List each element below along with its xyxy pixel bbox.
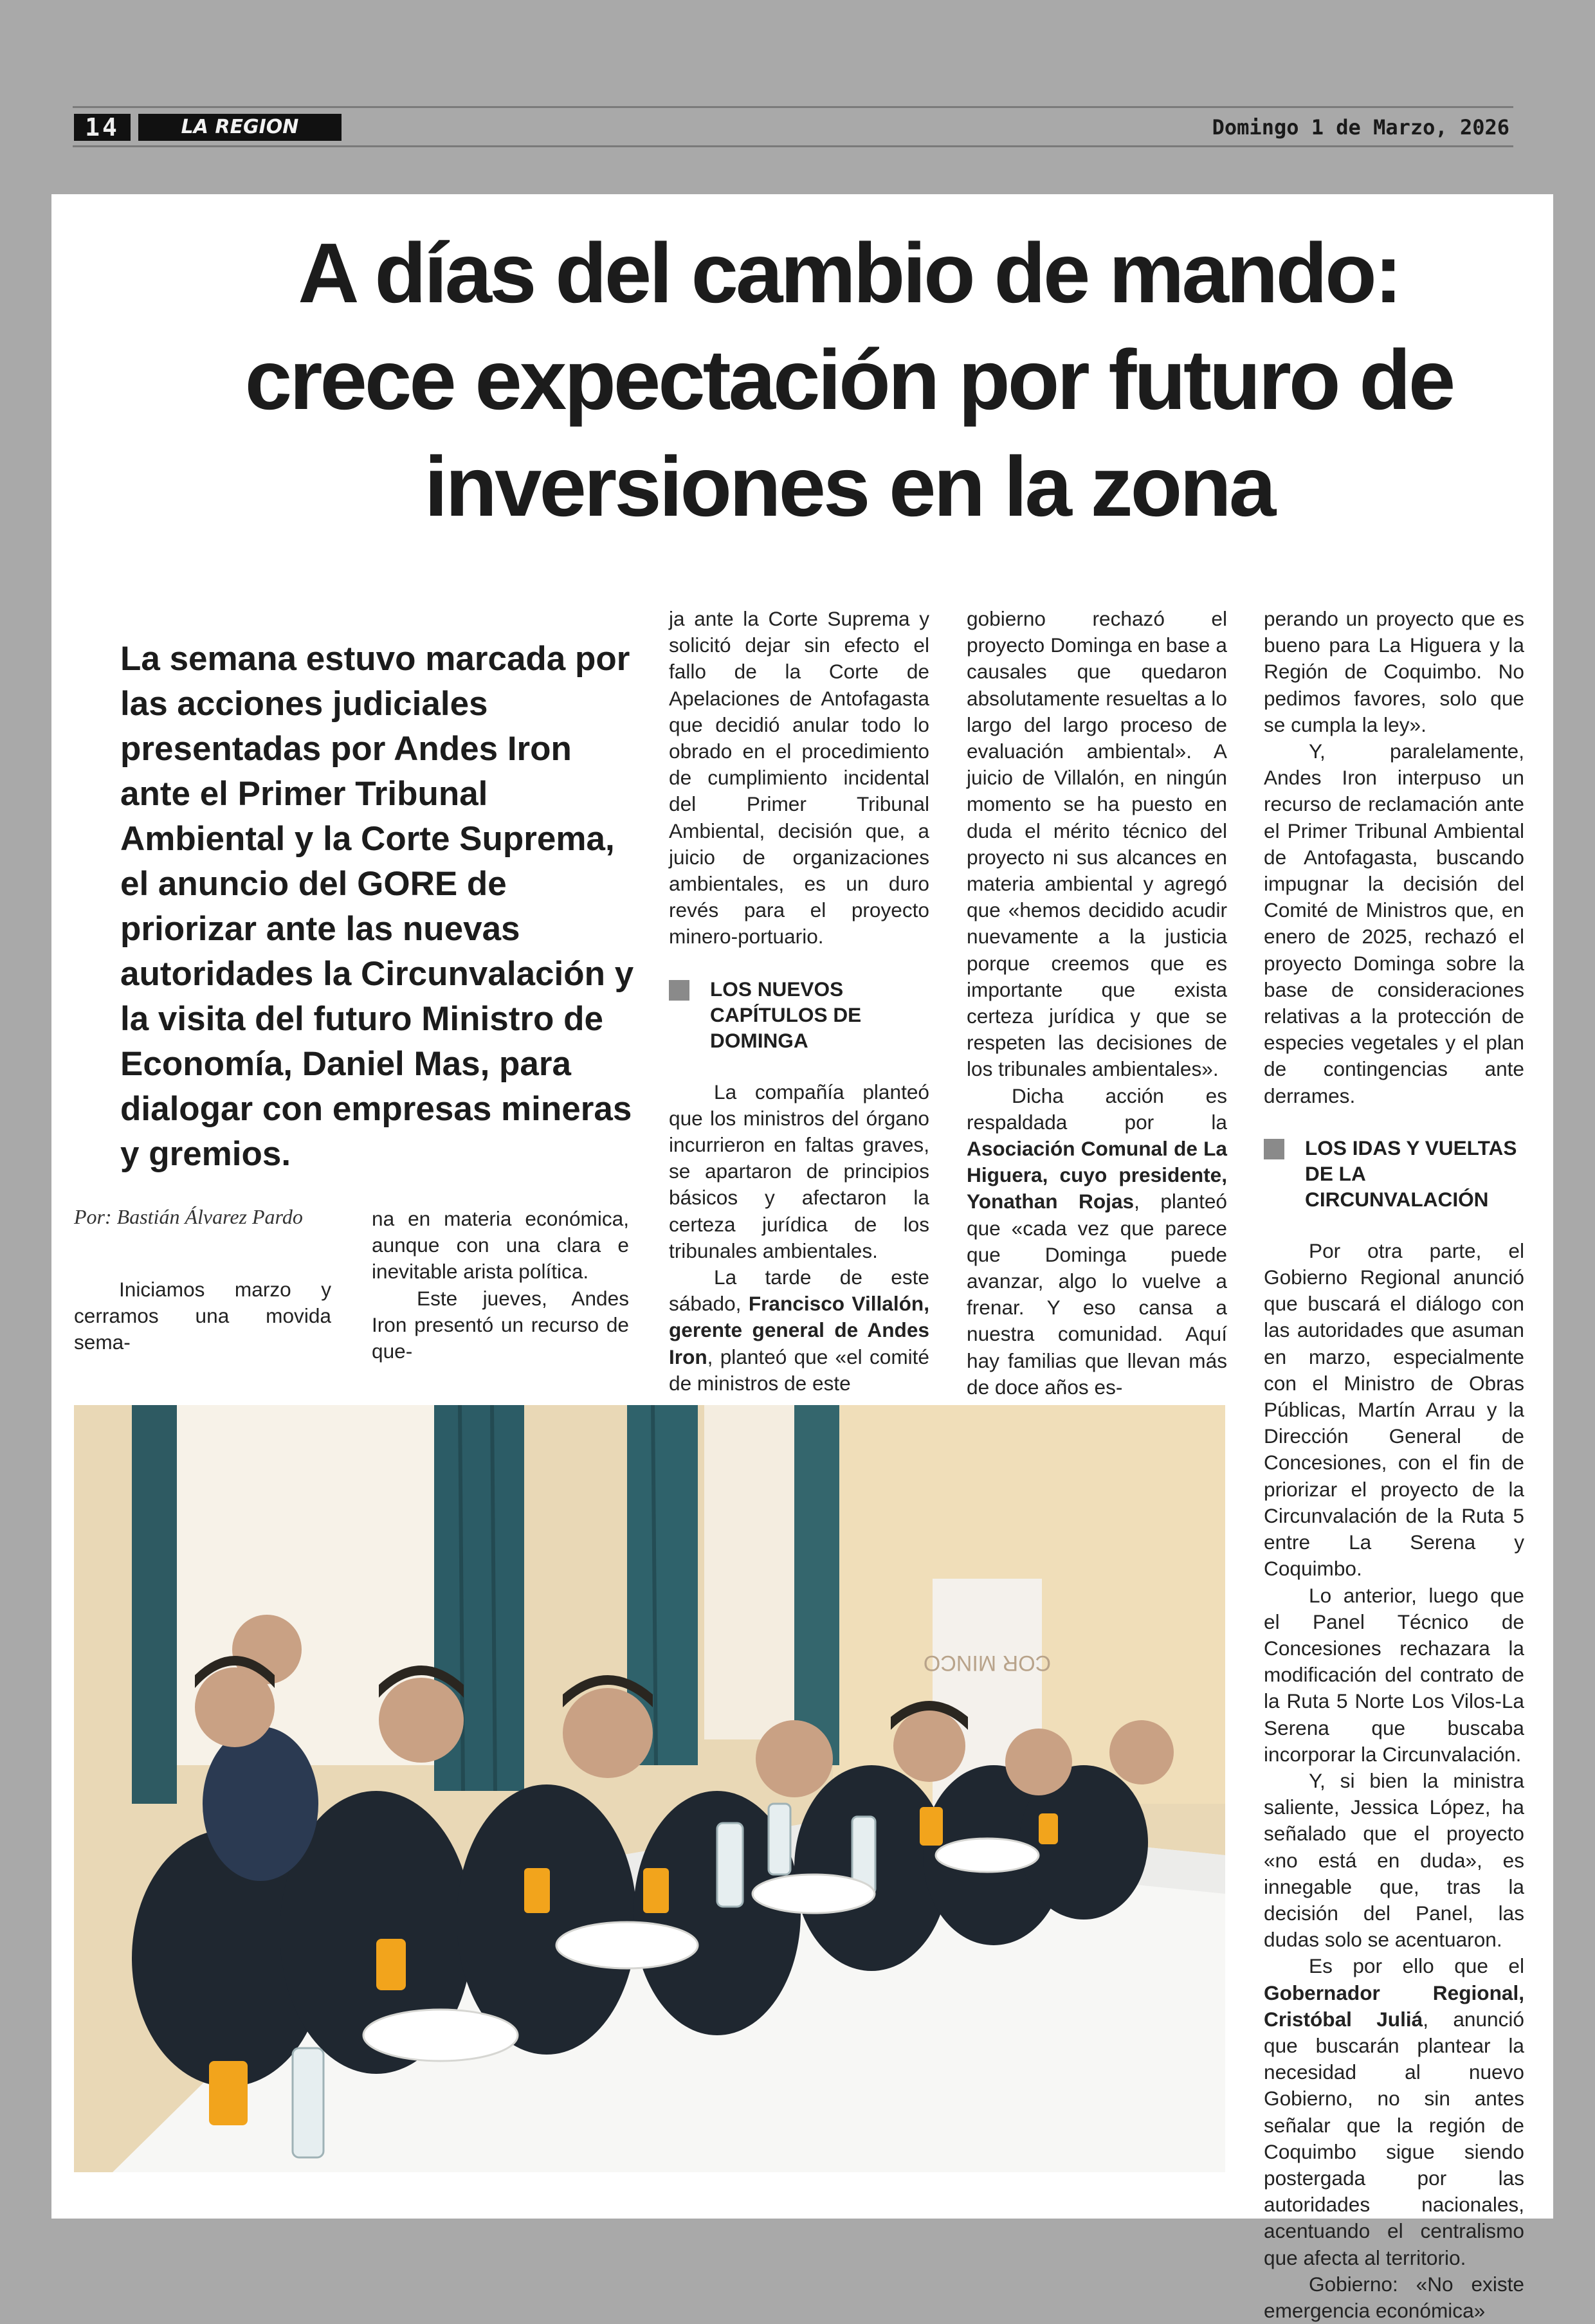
header-rule-top — [73, 106, 1513, 108]
paragraph — [669, 1264, 929, 1397]
newspaper-masthead: LA REGION — [138, 114, 342, 141]
text-column-5 — [1264, 606, 1524, 2324]
bold-text-run: Asociación Comunal de La Higuera, cuyo presidente, Yonathan Rojas — [967, 1137, 1227, 1213]
page-header — [73, 106, 1513, 147]
paragraph — [1264, 1953, 1524, 2271]
paragraph — [967, 1083, 1227, 1401]
subhead-text: LOS IDAS Y VUELTAS DE LA CIRCUNVALACIÓN — [1305, 1136, 1517, 1211]
paragraph: gobierno rechazó el proyecto Dominga en base a causales que quedaron absolutamente resueltas a lo largo del largo proceso de evaluación ambiental». A juicio de Villalón, en ningún momento se ha puesto en duda el mérito técnico del proyecto ni sus alcances en materia ambiental y agregó que «hemos decidido acudir nuevamente a la justicia porque creemos que es importante que exista certeza jurídica y que se respeten las decisiones de los tribunales ambientales». — [967, 607, 1227, 1081]
square-bullet-icon — [1264, 1139, 1284, 1159]
paragraph: Gobierno: «No existe emergencia económica» — [1264, 2272, 1524, 2322]
text-column-2 — [372, 1206, 629, 1365]
page-number: 14 — [74, 114, 131, 141]
paragraph: Y, si bien la ministra saliente, Jessica López, ha señalado que el proyecto «no está en duda», es innegable que, tras la decisión del Panel, las dudas solo se acentuaron. — [1264, 1768, 1524, 1952]
bold-text-run: Gobernador Regional, Cristóbal Juliá — [1264, 1981, 1524, 2031]
text-column-1 — [74, 1276, 331, 1356]
section-subhead — [669, 976, 929, 1053]
text-run: La tarde de este sábado, — [669, 1266, 929, 1316]
paragraph: Por otra parte, el Gobierno Regional anunció que buscará el diálogo con las autoridades que asuman en marzo, especialmente con el Ministro de Obras Públicas, Martín Arrau y la Dirección General de Concesiones, con el fin de priorizar el proyecto de la Circunvalación de la Ruta 5 entre La Serena y Coquimbo. — [1264, 1239, 1524, 1581]
text-run: , planteó que «el comité de ministros de este — [669, 1345, 929, 1395]
text-run: Dicha acción es respaldada por la — [967, 1084, 1227, 1134]
subhead-text: LOS NUEVOS CAPÍTULOS DE DOMINGA — [710, 977, 862, 1052]
text-column-4 — [967, 606, 1227, 1401]
text-run: , anunció que buscarán plantear la necesidad al nuevo Gobierno, no sin antes señalar que la región de Coquimbo sigue siendo postergada por las autoridades nacionales, acentuando el centralismo que afecta al territorio. — [1264, 2007, 1524, 2269]
paragraph: ja ante la Corte Suprema y solicitó dejar sin efecto el fallo de la Corte de Apelaciones de Antofagasta que decidió anular todo lo obrado en el procedimiento de cumplimiento incidental del Primer Tribunal Ambiental, decisión que, a juicio de organizaciones ambientales, es un duro revés para el proyecto minero-portuario. — [669, 607, 929, 949]
paragraph: La compañía planteó que los ministros del órgano incurrieron en faltas graves, se apartaron de principios básicos y afectaron la certeza jurídica de los tribunales ambientales. — [669, 1080, 929, 1262]
paragraph: Lo anterior, luego que el Panel Técnico de Concesiones rechazara la modificación del contrato de la Ruta 5 Norte Los Vilos-La Serena que buscaba incorporar la Circunvalación. — [1264, 1583, 1524, 1766]
banner-text — [924, 1651, 1051, 1675]
paragraph: Y, paralelamente, Andes Iron interpuso un recurso de reclamación ante el Primer Tribunal Ambiental de Antofagasta, buscando impugnar la decisión del Comité de Ministros que, en enero de 2025, rechazó el proyecto Dominga sobre la base de consideraciones relativas a la protección de especies vegetales y el plan de contingencias ante derrames. — [1264, 740, 1524, 1107]
text-run: Es por ello que el — [1309, 1954, 1524, 1978]
article-lead: La semana estuvo marcada por las acciones judiciales presentadas por Andes Iron ante el Primer Tribunal Ambiental y la Corte Suprema, el anuncio del GORE de priorizar ante las nuevas autoridades la Circunvalación y la visita del futuro Ministro de Economía, Daniel Mas, para dialogar con empresas mineras y gremios. — [120, 640, 634, 1173]
article-headline: A días del cambio de mando: crece expectación por futuro de inversiones en la zona — [244, 226, 1454, 534]
text-run: , planteó que «cada vez que parece que Dominga puede avanzar, algo lo vuelve a frenar. Y eso cansa a nuestra comunidad. Aquí hay familias que llevan más de doce años es- — [967, 1190, 1227, 1399]
paragraph: Este jueves, Andes Iron presentó un recurso de que- — [372, 1286, 629, 1363]
issue-date: Domingo 1 de Marzo, 2026 — [1212, 115, 1509, 140]
square-bullet-icon — [669, 980, 689, 1001]
article-byline: Por: Bastián Álvarez Pardo — [74, 1205, 303, 1228]
header-rule-bottom — [73, 145, 1513, 147]
section-subhead — [1264, 1135, 1524, 1212]
paragraph: perando un proyecto que es bueno para La Higuera y la Región de Coquimbo. No pedimos favores, solo que se cumpla la ley». — [1264, 607, 1524, 736]
article-photo — [74, 1405, 1225, 2172]
paragraph: Iniciamos marzo y cerramos una movida sema- — [74, 1278, 331, 1354]
text-column-3 — [669, 606, 929, 1397]
bold-text-run: Francisco Villalón, gerente general de Andes Iron — [669, 1292, 929, 1368]
article-page — [51, 194, 1553, 2322]
svg-text:COR MINCO: COR MINCO — [923, 1651, 1052, 1675]
paragraph: na en materia económica, aunque con una clara e inevitable arista política. — [372, 1207, 629, 1284]
